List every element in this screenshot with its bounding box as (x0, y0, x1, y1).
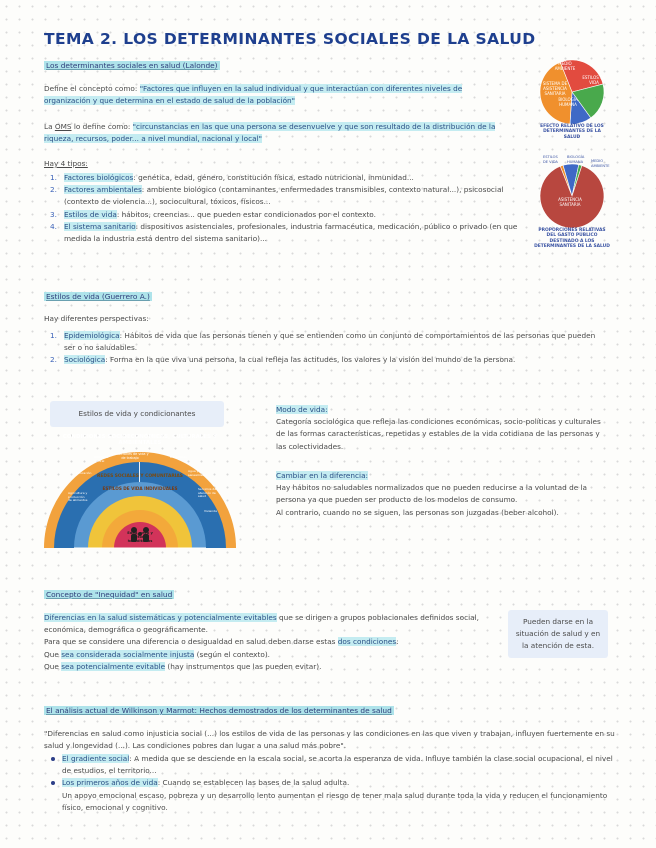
diagram-inner-label: ESTILOS DE VIDA INDIVIDUALES (102, 486, 178, 491)
item-number: 2. (50, 355, 57, 365)
sector-label: Agricultura y producción de alimentos (68, 491, 88, 503)
item-number: 2. (50, 185, 57, 195)
oms-definition (44, 121, 510, 145)
perspectives-intro: Hay diferentes perspectivas: (44, 314, 149, 323)
oms-pre: La (44, 122, 55, 131)
oms-abbr: OMS (54, 122, 72, 131)
item-term: Epidemiológica (64, 331, 120, 340)
item-number: 1. (50, 331, 57, 340)
condition1-highlight: sea considerada socialmente injusta (61, 649, 195, 659)
types-label: Hay 4 tipos: (44, 159, 88, 168)
conditions-highlight: dos condiciones (337, 637, 397, 647)
item-number: 4. (50, 221, 57, 231)
diagram-outer-label: CONDICIONES SOCIOECONÓMICAS, CULTURALES Y AMBIENTALES (62, 434, 218, 446)
diagram-outer-sector-labels (64, 448, 246, 548)
inequidad-text (44, 612, 484, 673)
page-title: TEMA 2. LOS DETERMINANTES SOCIALES DE LA SALUD (44, 30, 536, 48)
item-text: : hábitos, creencias... que pueden estar condicionados por el contexto. (116, 209, 376, 219)
sector-label: Desempleo (170, 455, 187, 459)
item-text: : dispositivos asistenciales, profesionales, industria farmacéutica, medicación, público o privado (en que medida la industria está dentro del sistema sanitario)... (64, 221, 518, 244)
condition1-post: (según el contexto). (194, 649, 270, 659)
item-text: : Forma en la que viva una persona, la cual refleja las actitudes, los valores y la visión del mundo de la persona. (105, 355, 516, 365)
list-item (44, 221, 524, 245)
pie1-slice-label: BIOLOGÍA HUMANA (558, 97, 578, 107)
pie2-caption: PROPORCIONES RELATIVAS DEL GASTO PÚBLICO DESTINADO A LOS DETERMINANTES DE LA SALUD (534, 228, 610, 250)
item-text-2: Un apoyo emocional escaso, pobreza y un desarrollo lento aumentan el riesgo de tener mala salud durante toda la vida y reducen el funcionamiento físico, emocional y cognitivo. (62, 790, 608, 812)
section-heading-inequidad: Concepto de "Inequidad" en salud (46, 590, 173, 599)
modo-text: Categoría sociológica que refleja las condiciones económicas, socio-políticas y culturales de las formas características, repetidas y estables de la vida cotidiana de las personas y las colectividades. (276, 417, 601, 451)
list-item (44, 330, 604, 354)
pie1-slice-label: ESTILOS DE VIDA (582, 75, 606, 85)
item-number: 3. (50, 209, 57, 219)
oms-highlight: "circunstancias en las que una persona se desenvuelve y que son resultado de la distribución de la riqueza, recursos, poder... a nivel mundial, nacional y local" (44, 122, 496, 144)
item-term: El gradiente social (62, 754, 130, 763)
cambiar-block (276, 470, 606, 519)
list-item (44, 209, 524, 221)
sector-label: Agua y saneamiento (188, 469, 208, 477)
definition-highlight: "Factores que influyen en la salud individual y que interactúan con diferentes niveles de organización y que determina en el estado de salud de la población" (44, 84, 463, 106)
inequidad-rest: que se dirigen a grupos poblacionales definidos social, económica, demográfica o geográficamente. (44, 613, 479, 635)
list-item (44, 172, 524, 184)
section-heading-wilkinson: El análisis actual de Wilkinson y Marmot: Hechos demostrados de los determinantes de salud (46, 706, 392, 715)
item-text: : genética, edad, género, constitución física, estado nutricional, inmunidad... (133, 173, 414, 182)
list-item (44, 354, 604, 366)
sector-label: Ambiente laboral (94, 455, 109, 463)
item-term: El sistema sanitario (64, 221, 136, 231)
item-term: Factores ambientales (64, 185, 142, 195)
diagram-middle-label: REDES SOCIALES Y COMUNITARIAS (97, 474, 183, 479)
perspectives-list (44, 330, 604, 367)
item-text: : ambiente biológico (contaminantes, enfermedades transmisibles, contexto natural...), psicosocial (contexto de violencia...), sociocultural, tóxicos, físicos... (64, 185, 504, 207)
item-text: : Hábitos de vida que las personas tienen y que se entienden como un conjunto de comportamientos de las personas que pueden ser o no saludables. (64, 331, 596, 353)
sector-label: Servicios de atención de salud (198, 487, 217, 499)
conditions-post: : (396, 637, 399, 647)
diagram-core-label: Edad, sexo y factores hereditarios (127, 531, 153, 544)
section-heading-determinantes: Los determinantes sociales en salud (Lalonde) (46, 61, 218, 70)
list-item (44, 753, 624, 777)
pie-chart-spending (538, 162, 606, 230)
item-term: Estilos de vida (64, 209, 117, 219)
lalonde-definition (44, 83, 510, 107)
pie1-caption: EFECTO RELATIVO DE LOS DETERMINANTES DE LA SALUD (540, 124, 604, 140)
cambiar-text: Hay hábitos no saludables normalizados que no pueden reducirse a la voluntad de la persona ya que pueden ser producto de los modelos de consumo. (276, 483, 588, 505)
condition1-pre: Que (44, 649, 62, 659)
wilkinson-quote: "Diferencias en salud como injusticia social (...) los estilos de vida de las personas y las condiciones en las que viven y trabajan, influyen fuertemente en su salud y longevidad (...). Las condiciones pobres dan lugar a una salud más pobre". (44, 729, 615, 751)
types-list (44, 172, 524, 245)
pie2-slice-label: ASISTENCIA SANITARIA (558, 197, 582, 207)
sector-label: Educación (76, 471, 92, 475)
pie2-slice-label: MEDIO AMBIENTE (591, 159, 610, 168)
item-term: Los primeros años de vida (62, 778, 158, 788)
diagram-sub-label: Condiciones de vida y de trabajo (111, 452, 149, 460)
item-term: Sociológica (64, 355, 106, 365)
condition2-post: (hay instrumentos que las pueden evitar). (165, 661, 322, 671)
pie1-slice-label: MEDIO AMBIENTE (554, 61, 576, 71)
bullet-dot (51, 757, 55, 761)
estilos-box: Estilos de vida y condicionantes (50, 401, 224, 427)
sector-label: Vivienda (204, 509, 217, 513)
wilkinson-list (44, 753, 624, 814)
pie1-slice-label: SISTEMA DE ASISTENCIA SANITARIA (542, 81, 568, 96)
inequidad-side-box: Pueden darse en la situación de salud y en la atención de esta. (508, 610, 608, 658)
condition2-highlight: sea potencialmente evitable (61, 661, 166, 671)
item-text: : Cuando se establecen las bases de la salud adulta. (157, 778, 350, 788)
inequidad-highlight: Diferencias en la salud sistemáticas y potencialmente evitables (44, 613, 277, 622)
list-item (44, 777, 624, 814)
item-term: Factores biológicos (64, 173, 134, 182)
item-text: : A medida que se desciende en la escala social, se acorta la esperanza de vida. Influye también la clase social ocupacional, el nivel de estudios, el territorio... (62, 754, 613, 776)
pie2-slice-label: ESTILOS DE VIDA (543, 155, 558, 164)
cambiar-heading: Cambiar en la diferencia: (276, 471, 369, 480)
definition-intro: Define el concepto como: (44, 84, 140, 93)
oms-mid: lo define como: (71, 122, 133, 131)
section-heading-estilos: Estilos de vida (Guerrero A.) (46, 292, 150, 301)
list-item (44, 184, 524, 208)
condition2-pre: Que (44, 661, 62, 671)
modo-heading: Modo de vida: (276, 405, 328, 414)
conditions-pre: Para que se considere una diferencia o desigualdad en salud deben darse estas (44, 637, 338, 647)
pie2-slice-label: BIOLOGÍA HUMANA (567, 155, 585, 164)
item-number: 1. (50, 173, 57, 182)
bullet-dot (51, 781, 55, 785)
cambiar-text-2: Al contrario, cuando no se siguen, las personas son juzgadas (beber alcohol). (276, 507, 559, 517)
modo-de-vida-block (276, 404, 606, 453)
